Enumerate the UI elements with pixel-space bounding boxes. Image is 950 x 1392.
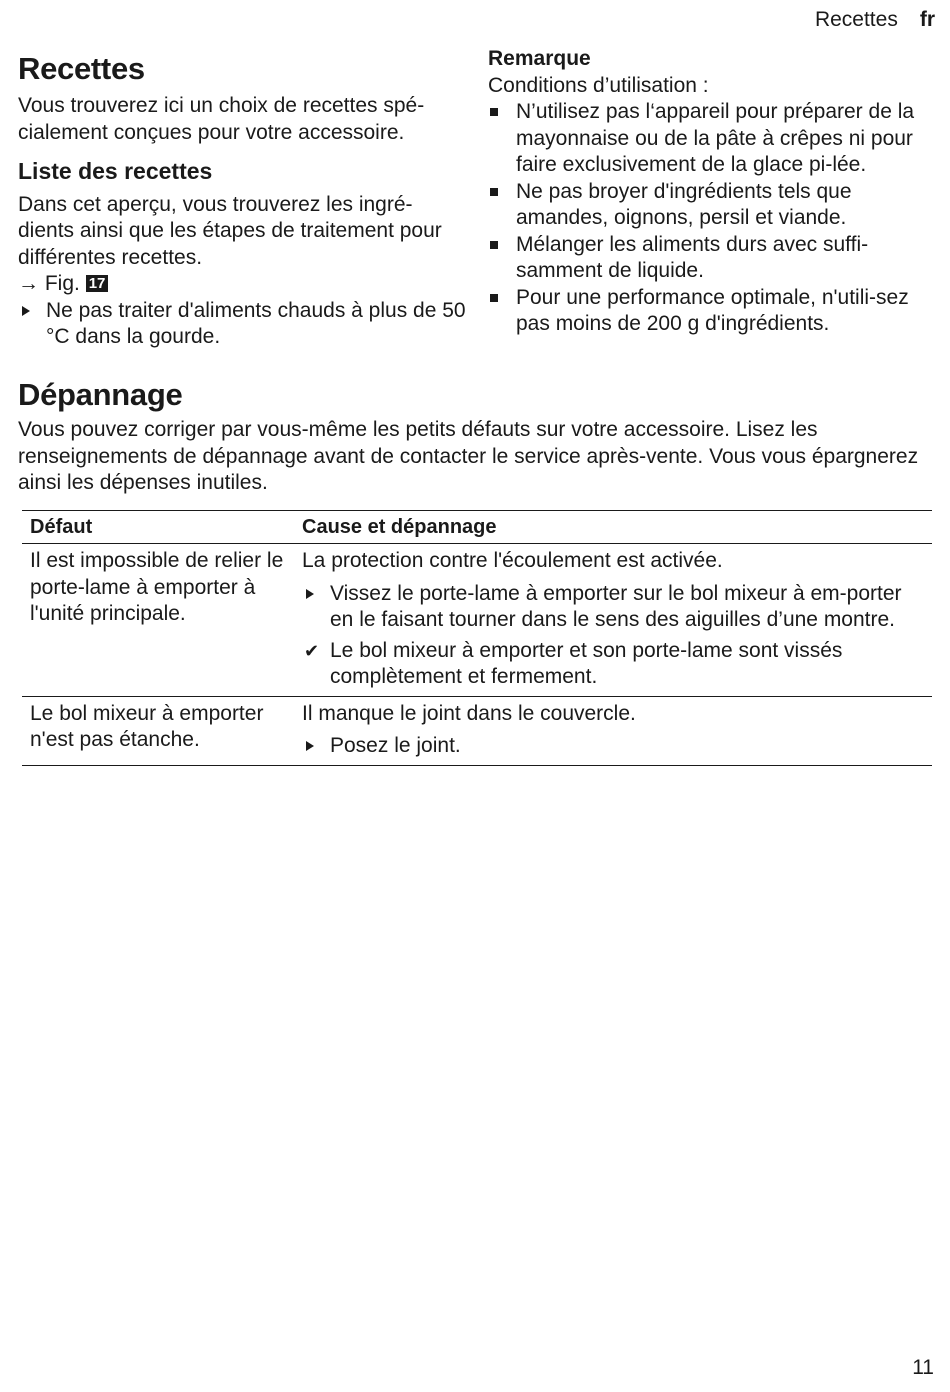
list-item: Pour une performance optimale, n'utili-sez pas moins de 200 g d'ingrédients. [488,285,938,338]
depannage-intro: Vous pouvez corriger par vous-même les petits défauts sur votre accessoire. Lisez les renseignements de dépannage avant de contacter le service après-vente. Vous vous épargnerez ainsi les dépenses inutiles. [18,418,919,495]
cause-text: La protection contre l'écoulement est activée. [302,549,723,572]
defaut-cell: Il est impossible de relier le porte-lame à emporter à l'unité principale. [22,544,294,697]
figure-reference-prefix: → Fig. [18,272,80,296]
cause-cell [294,696,932,765]
column-header-cause: Cause et dépannage [294,511,932,544]
remarque-box [488,46,938,338]
result-text: Le bol mixeur à emporter et son porte-lame sont vissés complètement et fermement. [330,638,843,688]
square-bullet-icon [490,108,498,116]
cause-text: Il manque le joint dans le couvercle. [302,701,636,725]
list-item: Ne pas broyer d'ingrédients tels que amandes, oignons, persil et viande. [488,179,938,232]
recettes-title: Recettes [18,51,145,86]
page-number: 11 [912,1356,934,1379]
cause-cell [294,544,932,697]
figure-number-badge: 17 [86,275,109,292]
list-item: Mélanger les aliments durs avec suffi-samment de liquide. [488,232,938,285]
liste-recettes-text: Dans cet aperçu, vous trouverez les ingré-dients ainsi que les étapes de traitement pour différentes recettes. [18,192,442,269]
triangle-bullet-icon [22,306,30,316]
square-bullet-icon [490,294,498,302]
remarque-title: Remarque [488,47,591,70]
page-header [815,8,935,32]
header-section: Recettes [814,8,898,31]
table-row [22,696,932,765]
liste-recettes-title: Liste des recettes [18,158,213,185]
table-header-row [22,511,932,544]
action-text: Vissez le porte-lame à emporter sur le bol mixeur à em-porter en le faisant tourner dans le sens des aiguilles d’une montre. [330,581,902,631]
square-bullet-icon [490,241,498,249]
troubleshooting-table [22,510,932,766]
remarque-list [488,99,938,338]
triangle-bullet-icon [306,741,314,751]
action-step [302,733,924,760]
action-step [302,581,924,634]
checkmark-icon: ✔ [304,640,320,661]
figure-reference [18,271,468,298]
action-text: Ne pas traiter d'aliments chauds à plus de 50 °C dans la gourde. [46,298,466,349]
depannage-title: Dépannage [18,377,183,412]
depannage-section [18,376,933,497]
defaut-cell: Le bol mixeur à emporter n'est pas étanche. [22,696,294,765]
recettes-section [18,50,468,351]
action-step [18,298,468,351]
recettes-intro: Vous trouverez ici un choix de recettes spé-cialement conçues pour votre accessoire. [18,94,425,144]
result-step [302,638,924,691]
triangle-bullet-icon [306,589,314,599]
header-language: fr [919,8,935,31]
square-bullet-icon [490,188,498,196]
list-item: N’utilisez pas l‘appareil pour préparer de la mayonnaise ou de la pâte à crêpes ni pour faire exclusivement de la glace pi-lée. [488,99,938,179]
action-text: Posez le joint. [330,734,461,757]
remarque-subtitle: Conditions d’utilisation : [488,73,709,97]
table-row [22,544,932,697]
column-header-defaut: Défaut [22,511,294,544]
